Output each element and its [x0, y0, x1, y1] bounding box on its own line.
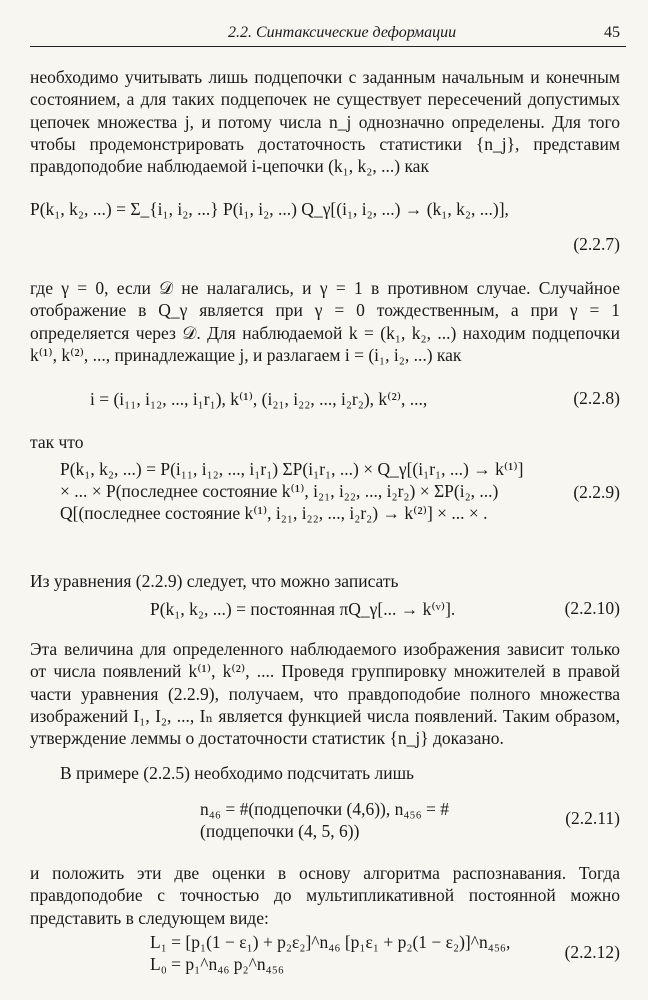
- paragraph-6: В примере (2.2.5) необходимо подсчитать лишь: [60, 763, 415, 783]
- equation-number-2-2-11: (2.2.11): [565, 808, 620, 828]
- paragraph-4: Из уравнения (2.2.9) следует, что можно записать: [30, 571, 399, 591]
- running-title: 2.2. Синтаксические деформации: [228, 24, 457, 41]
- equation-2-2-9: P(k₁, k₂, ...) = P(i₁₁, i₁₂, ..., i₁r₁) ΣP(i₁r₁, ...) × Q_γ[(i₁r₁, ...) → k⁽¹⁾] × ... × P(последнее состояние k⁽¹⁾, i₂₁, i₂₂, ..., i₂r₂) × ΣP(i₂, ...) Q[(последнее состояние k⁽¹⁾, i₂₁, i₂₂, ..., i₂r₂) → k⁽²⁾] × ... × .: [60, 459, 524, 523]
- paragraph-1: необходимо учитывать лишь подцепочки с заданным начальным и конечным состоянием, а для таких подцепочек не существует пересечений допустимых цепочек множества j, и потому числа n_j однозначно определены. Для того чтобы продемонстрировать достаточность статистики {n_j}, представим правдоподобие наблюдаемой i-цепочки (k₁, k₂, ...) как: [30, 67, 620, 177]
- equation-2-2-12: L₁ = [p₁(1 − ε₁) + p₂ε₂]^n₄₆ [p₁ε₁ + p₂(1 − ε₂)]^n₄₅₆, L₀ = p₁^n₄₆ p₂^n₄₅₆: [150, 932, 511, 974]
- equation-2-2-11: n₄₆ = #(подцепочки (4,6)), n₄₅₆ = #(подцепочки (4, 5, 6)): [200, 799, 450, 841]
- equation-2-2-8: i = (i₁₁, i₁₂, ..., i₁r₁), k⁽¹⁾, (i₂₁, i₂₂, ..., i₂r₂), k⁽²⁾, ...,: [90, 389, 428, 409]
- equation-number-2-2-10: (2.2.10): [564, 598, 620, 618]
- header-rule: [30, 46, 626, 47]
- page-number: 45: [604, 24, 620, 41]
- paragraph-2: где γ = 0, если 𝒟 не налагались, и γ = 1 в противном случае. Случайное отображение в Q_γ является при γ = 0 тождественным, а при γ = 1 определяется через 𝒟. Для наблюдаемой k = (k₁, k₂, ...) находим подцепочки k⁽¹⁾, k⁽²⁾, ..., принадлежащие j, и разлагаем i = (i₁, i₂, ...) как: [30, 278, 620, 365]
- paragraph-5: Эта величина для определенного наблюдаемого изображения зависит только от числа появлений k⁽¹⁾, k⁽²⁾, .... Проведя группировку множителей в правой части уравнения (2.2.9), получаем, что правдоподобие полного множества изображений I₁, I₂, ..., Iₙ является функцией числа появлений. Таким образом, утверждение леммы о достаточности статистик {n_j} доказано.: [30, 639, 620, 749]
- equation-number-2-2-9: (2.2.9): [573, 482, 620, 502]
- equation-2-2-10: P(k₁, k₂, ...) = постоянная πQ_γ[... → k⁽ᵛ⁾].: [150, 599, 456, 619]
- paragraph-7: и положить эти две оценки в основу алгоритма распознавания. Тогда правдоподобие с точностью до мультипликативной постоянной можно представить в следующем виде:: [30, 863, 620, 928]
- equation-2-2-7: P(k₁, k₂, ...) = Σ_{i₁, i₂, ...} P(i₁, i₂, ...) Q_γ[(i₁, i₂, ...) → (k₁, k₂, ...)],: [30, 199, 509, 219]
- equation-number-2-2-12: (2.2.12): [564, 942, 620, 962]
- equation-number-2-2-8: (2.2.8): [573, 388, 620, 408]
- running-header: [30, 24, 626, 48]
- paragraph-3: так что: [30, 432, 84, 452]
- equation-number-2-2-7: (2.2.7): [573, 234, 620, 254]
